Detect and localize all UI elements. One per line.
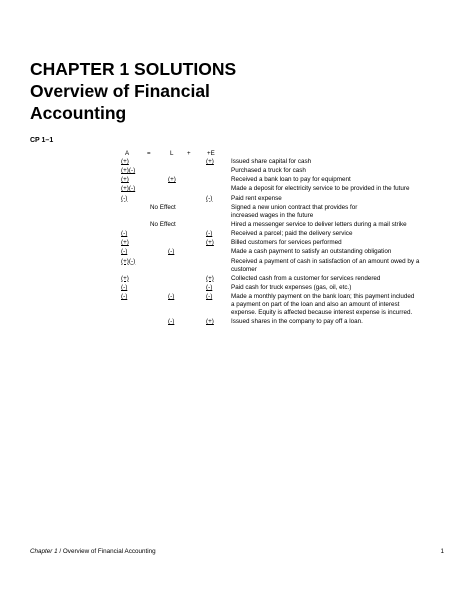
description-line: a payment on part of the loan and also an amount of interest: [231, 301, 400, 309]
description-line: Paid rent expense: [231, 194, 282, 202]
description-line: Signed a new union contract that provides for: [231, 203, 358, 211]
transaction-description: [231, 318, 451, 326]
assets-effect: (+)(-): [121, 185, 136, 193]
transaction-description: [231, 185, 451, 193]
equity-effect: (+): [206, 274, 214, 282]
equals-sign: =: [147, 150, 151, 157]
assets-effect: (+)(-): [121, 167, 136, 175]
description-line: Hired a messenger service to deliver letters during a mail strike: [231, 220, 407, 228]
transaction-description: [231, 248, 451, 256]
liabilities-effect: (-): [168, 318, 175, 326]
assets-effect: (+): [121, 239, 129, 247]
assets-effect: (-): [121, 283, 128, 291]
description-line: expense. Equity is affected because interest expense is incurred.: [231, 309, 413, 317]
description-line: Billed customers for services performed: [231, 239, 342, 247]
transaction-description: [231, 284, 451, 292]
no-effect-label: No Effect: [150, 220, 176, 228]
title-line-1: CHAPTER 1 SOLUTIONS: [30, 59, 237, 79]
description-line: customer: [231, 265, 257, 273]
description-line: increased wages in the future: [231, 211, 314, 219]
equity-effect: (-): [206, 230, 213, 238]
liabilities-effect: (+): [168, 176, 176, 184]
title-line-3: Accounting: [30, 103, 127, 123]
equity-effect: (-): [206, 293, 213, 301]
equity-effect: (+): [206, 239, 214, 247]
transaction-description: [231, 258, 451, 274]
transaction-description: [231, 204, 451, 220]
equity-effect: (+): [206, 318, 214, 326]
assets-effect: (-): [121, 194, 128, 202]
description-line: Made a deposit for electricity service to be provided in the future: [231, 185, 410, 193]
transaction-description: [231, 293, 451, 317]
assets-effect: (-): [121, 293, 128, 301]
transaction-description: [231, 230, 451, 238]
description-line: Received a bank loan to pay for equipment: [231, 176, 351, 184]
title-line-2: Overview of Financial: [30, 81, 210, 101]
liabilities-effect: (-): [168, 248, 175, 256]
description-line: Issued shares in the company to pay off a loan.: [231, 318, 363, 326]
transaction-description: [231, 221, 451, 229]
plus-sign: +: [187, 150, 191, 157]
transaction-description: [231, 158, 451, 166]
footer-chapter: Chapter 1: [30, 548, 58, 555]
transaction-description: [231, 239, 451, 247]
equity-effect: (+): [206, 158, 214, 165]
description-line: Paid cash for truck expenses (gas, oil, etc.): [231, 283, 352, 291]
description-line: Issued share capital for cash: [231, 158, 312, 165]
equity-effect: (-): [206, 194, 213, 202]
section-heading: CP 1–1: [30, 137, 54, 144]
footer-title: [30, 548, 156, 555]
assets-effect: (+)(-): [121, 257, 136, 265]
transaction-description: [231, 167, 451, 175]
liabilities-effect: (-): [168, 293, 175, 301]
page-title: [30, 58, 330, 124]
assets-effect: (+): [121, 158, 129, 165]
description-line: Made a monthly payment on the bank loan; this payment included: [231, 293, 415, 301]
no-effect-label: No Effect: [150, 203, 176, 211]
transaction-description: [231, 176, 451, 184]
assets-effect: (-): [121, 248, 128, 256]
description-line: Collected cash from a customer for services rendered: [231, 274, 381, 282]
page-number: 1: [440, 548, 444, 555]
assets-effect: (+): [121, 274, 129, 282]
assets-header: A: [125, 150, 130, 157]
footer-chapter-title: / Overview of Financial Accounting: [57, 548, 156, 555]
transaction-description: [231, 195, 451, 203]
equity-header: +E: [207, 150, 215, 157]
equity-effect: (-): [206, 283, 213, 291]
liabilities-header: L: [170, 150, 174, 157]
transaction-description: [231, 275, 451, 283]
assets-effect: (-): [121, 230, 128, 238]
description-line: Received a payment of cash in satisfaction of an amount owed by a: [231, 257, 420, 265]
description-line: Made a cash payment to satisfy an outstanding obligation: [231, 248, 392, 256]
description-line: Purchased a truck for cash: [231, 167, 306, 175]
description-line: Received a parcel; paid the delivery service: [231, 230, 353, 238]
assets-effect: (+): [121, 176, 129, 184]
